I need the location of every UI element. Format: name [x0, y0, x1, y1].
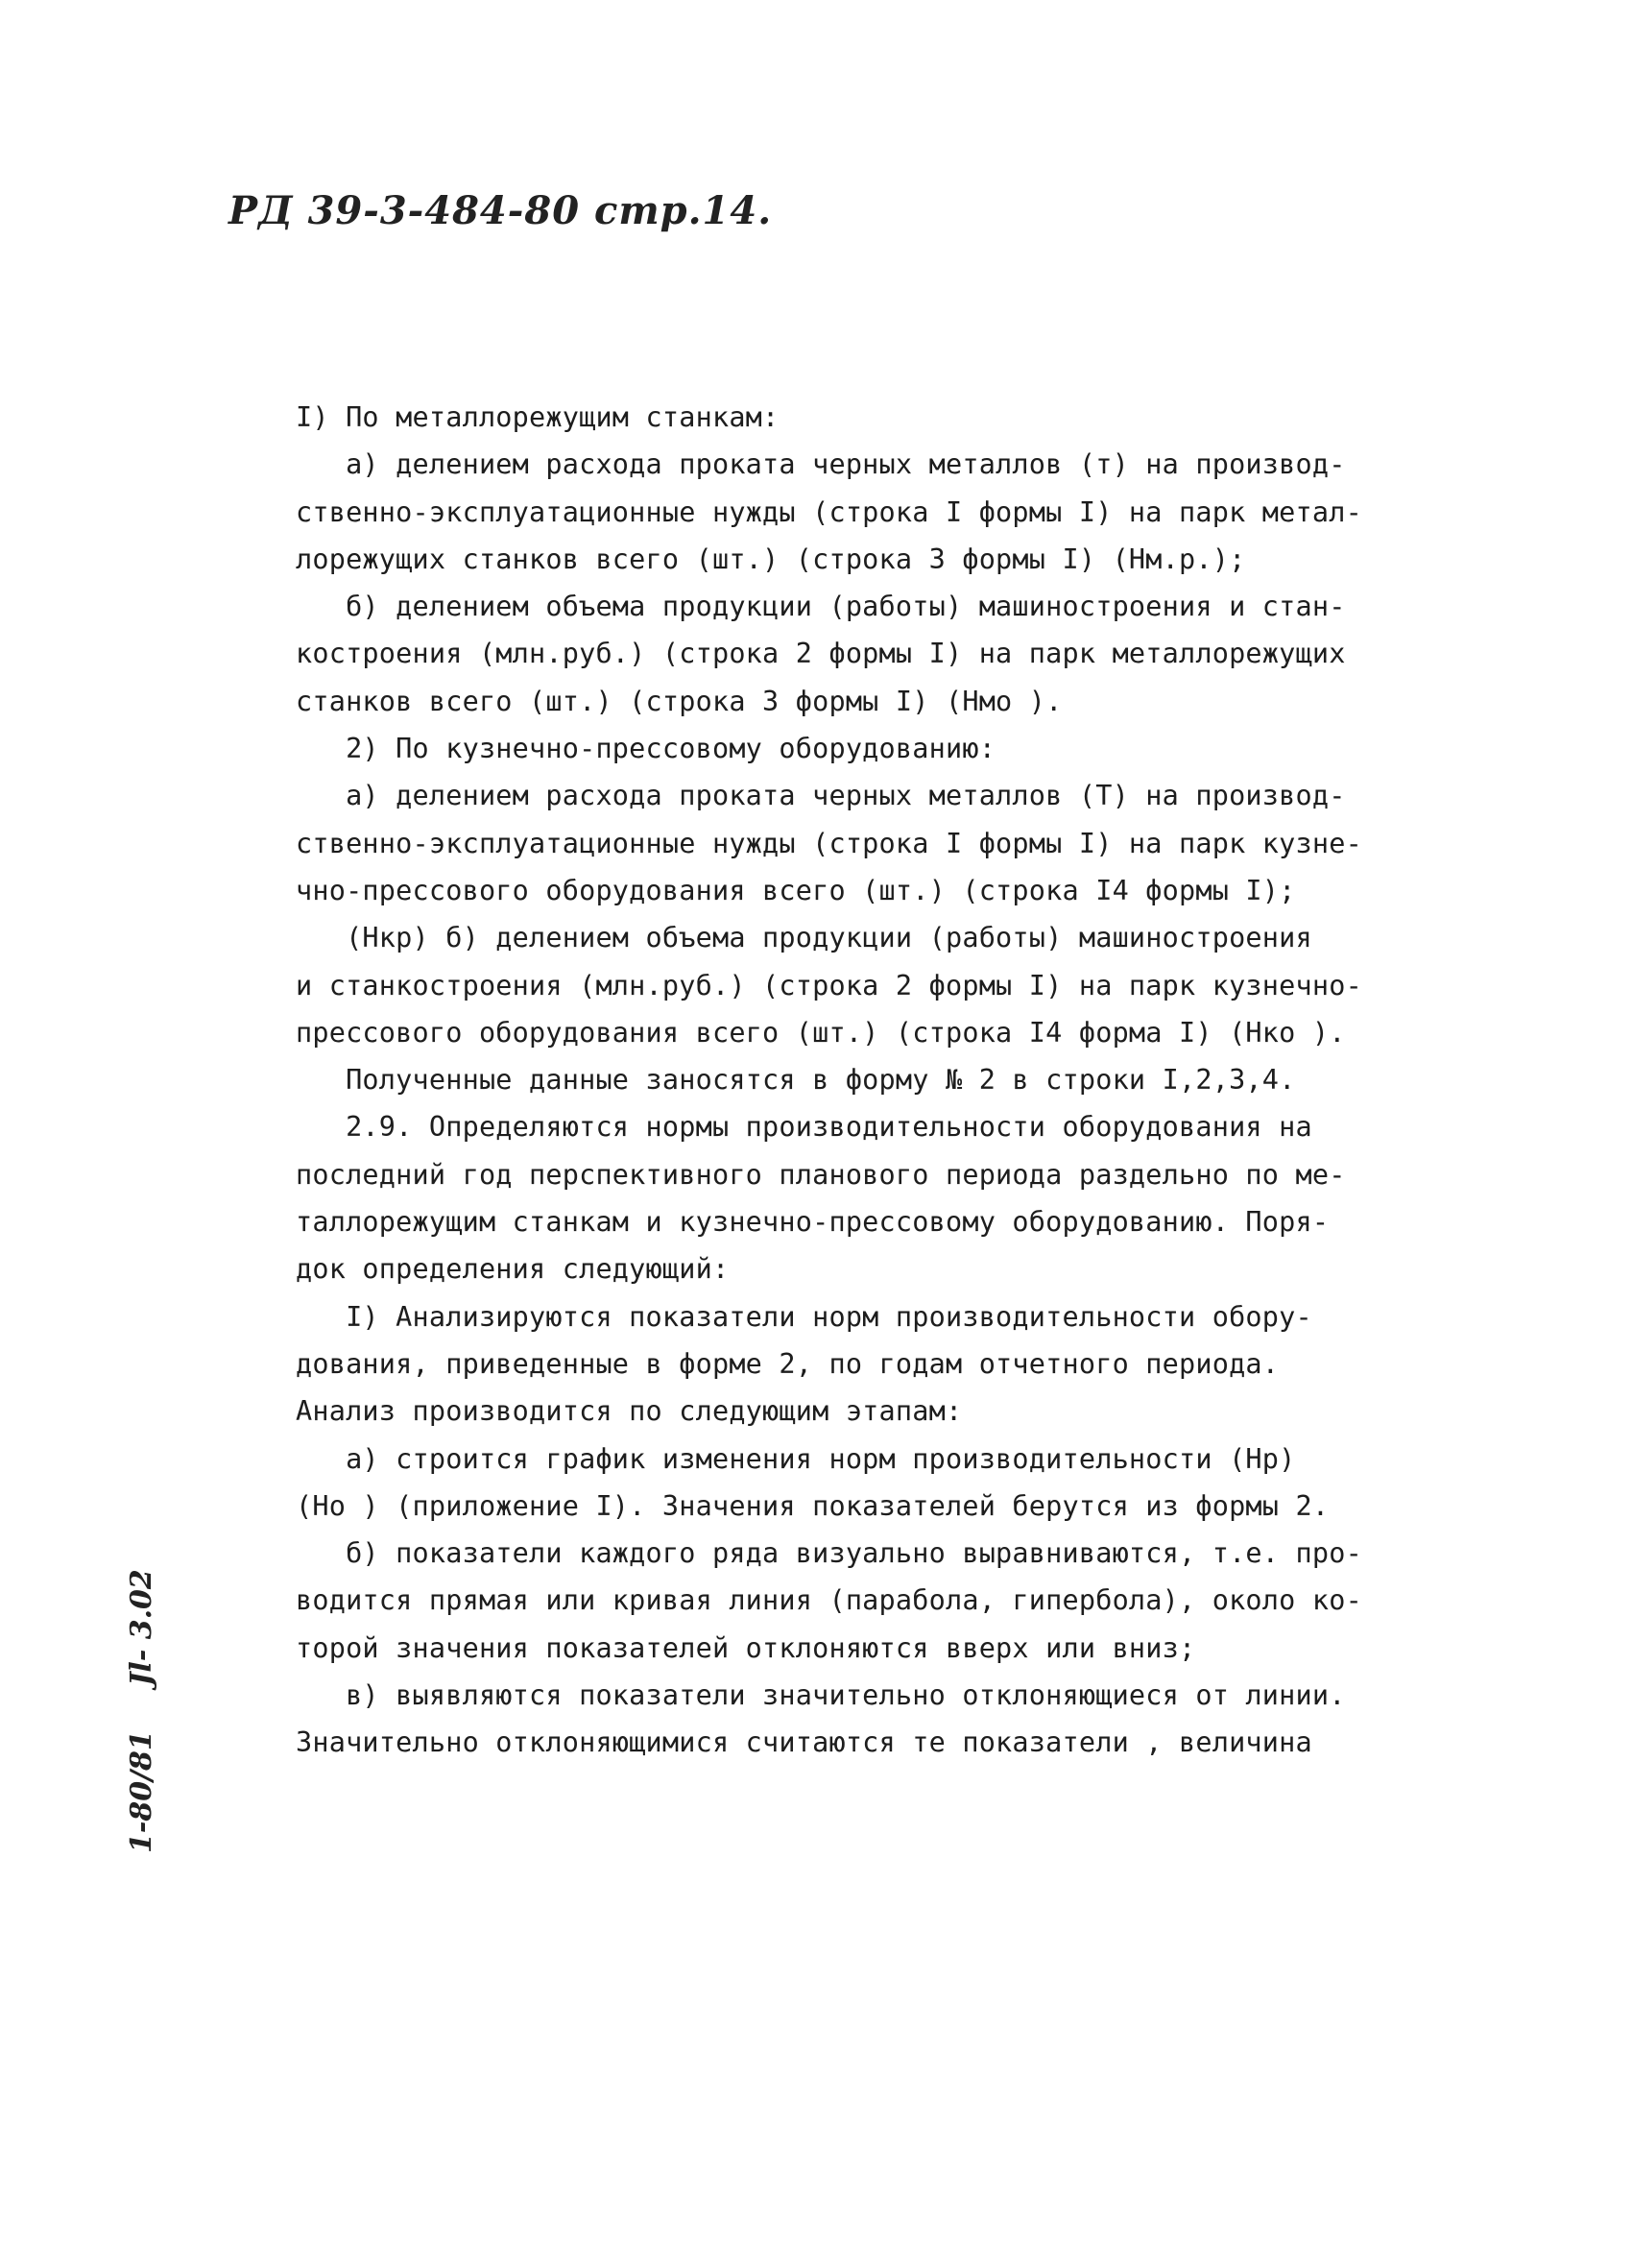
text-line: последний год перспективного планового периода раздельно по ме-	[296, 1158, 1346, 1191]
handwritten-margin-note	[125, 1534, 158, 1853]
document-reference: РД 39-3-484-80 стр.14.	[228, 188, 773, 233]
text-line: а) делением расхода проката черных металлов (Т) на производ-	[296, 780, 1346, 812]
text-line: (Но ) (приложение I). Значения показателей берутся из формы 2.	[296, 1489, 1330, 1522]
text-line: Анализ производится по следующим этапам:	[296, 1395, 963, 1428]
text-line: водится прямая или кривая линия (парабола, гипербола), около ко-	[296, 1584, 1362, 1617]
margin-note-left: 1-80/81	[125, 1730, 158, 1853]
text-line: в) выявляются показатели значительно отклоняющиеся от линии.	[296, 1679, 1346, 1712]
text-line: ственно-эксплуатационные нужды (строка I формы I) на парк метал-	[296, 495, 1362, 528]
text-line: б) показатели каждого ряда визуально выравниваются, т.е. про-	[296, 1537, 1362, 1570]
text-line: I) Анализируются показатели норм производительности обору-	[296, 1300, 1312, 1333]
text-line: Полученные данные заносятся в форму № 2 в строки I,2,3,4.	[296, 1064, 1296, 1097]
text-line: Значительно отклоняющимися считаются те показатели , величина	[296, 1726, 1312, 1759]
text-line: док определения следующий:	[296, 1253, 730, 1286]
text-line: б) делением объема продукции (работы) машиностроения и стан-	[296, 591, 1346, 623]
text-line: чно-прессового оборудования всего (шт.) (строка I4 формы I);	[296, 874, 1296, 906]
text-line: прессового оборудования всего (шт.) (строка I4 форма I) (Нко ).	[296, 1016, 1346, 1049]
text-line: I) По металлорежущим станкам:	[296, 401, 780, 433]
body-text	[296, 394, 1361, 1767]
text-line: таллорежущим станкам и кузнечно-прессовому оборудованию. Поря-	[296, 1206, 1330, 1239]
text-line: а) строится график изменения норм производительности (Нр)	[296, 1442, 1296, 1475]
text-line: 2.9. Определяются нормы производительности оборудования на	[296, 1111, 1312, 1144]
text-line: костроения (млн.руб.) (строка 2 формы I) на парк металлорежущих	[296, 638, 1346, 670]
text-line: и станкостроения (млн.руб.) (строка 2 формы I) на парк кузнечно-	[296, 969, 1362, 1001]
text-line: торой значения показателей отклоняются вверх или вниз;	[296, 1631, 1196, 1664]
margin-note-right: Jl- 3.02	[125, 1569, 158, 1686]
text-line: станков всего (шт.) (строка 3 формы I) (Нмо ).	[296, 685, 1063, 717]
text-line: 2) По кузнечно-прессовому оборудованию:	[296, 733, 996, 765]
text-line: а) делением расхода проката черных металлов (т) на производ-	[296, 448, 1346, 481]
text-line: лорежущих станков всего (шт.) (строка 3 формы I) (Нм.р.);	[296, 543, 1246, 575]
text-line: ственно-эксплуатационные нужды (строка I формы I) на парк кузне-	[296, 827, 1362, 859]
text-line: (Нкр) б) делением объема продукции (работы) машиностроения	[296, 922, 1312, 954]
text-line: дования, приведенные в форме 2, по годам отчетного периода.	[296, 1347, 1280, 1380]
